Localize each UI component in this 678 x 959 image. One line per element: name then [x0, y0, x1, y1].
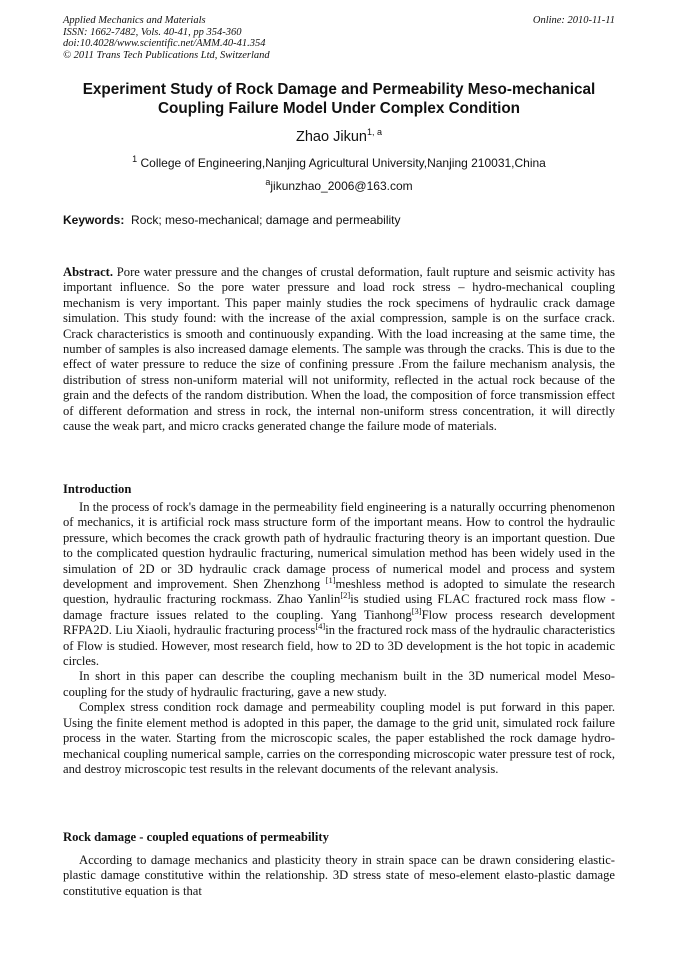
- intro-p1-a: In the process of rock's damage in the permeability field engineering is a naturally occurring phenomenon of mechanics, it is artificial rock mass structure form of the important means. How to control the hydraulic pressure, which becomes the crack growth path of hydraulic fracturing theory is an important question. Due to the complicated question hydraulic fracturing, numerical simulation method has been widely used in the simulation of 2D or 3D hydraulic crack damage process of numerical model and process and system development and improvement. Shen Zhenzhong: [63, 500, 615, 592]
- introduction-heading: Introduction: [63, 482, 132, 496]
- email-text: jikunzhao_2006@163.com: [270, 179, 413, 193]
- email-sup: a: [265, 177, 271, 187]
- title-line-2: Coupling Failure Model Under Complex Condition: [157, 100, 521, 117]
- intro-p1-d: Flow process research development RFPA2D. Liu Xiaoli, hydraulic fracturing process: [63, 607, 615, 638]
- journal-header: [63, 15, 615, 61]
- abstract-text: Pore water pressure and the changes of crustal deformation, fault rupture and seismic activity has important influence. So the pore water pressure and load rock stress – hydro-mechanical coupling mechanism is very important. This paper mainly studies the rock specimens of hydraulic crack damage simulation. This study found: with the increase of the axial compression, sample is on the surface crack. Crack characteristics is smooth and continuously expanding. With the load increasing at the same time, the number of samples is also increased damage elements. The sample was through the cracks. This is due to the effect of water pressure to reduce the size of confining pressure .From the failure mechanism analysis, the distribution of stress non-uniform material will not uniformity, reflected in the actual rock because of the grain and the defects of the random distribution. When the load, the composition of force transmission effect of different deformation and stress in rock, the internal non-uniform stress concentration, it will directly cause the weak part, and micro cracks generated change the failure mode of materials.: [63, 265, 615, 434]
- paper-title: [40, 80, 638, 118]
- online-date: Online: 2010-11-11: [532, 15, 615, 26]
- keywords-text: Rock; meso-mechanical; damage and permeability: [131, 213, 401, 227]
- intro-paragraph-1: [63, 500, 615, 669]
- intro-paragraph-2: In short in this paper can describe the coupling mechanism built in the 3D numerical model Meso-coupling for the study of hydraulic fracturing, gave a new study.: [63, 669, 615, 699]
- keywords: [63, 213, 615, 227]
- section-2-body: [63, 853, 615, 899]
- abstract-label: Abstract.: [63, 265, 114, 279]
- abstract: [63, 265, 615, 434]
- email: [0, 179, 678, 193]
- copyright-line: © 2011 Trans Tech Publications Ltd, Switzerland: [63, 49, 270, 61]
- keywords-label: Keywords:: [63, 213, 125, 227]
- intro-p1-e: in the fractured rock mass of the hydraulic characteristics of Flow is studied. However, most research field, how to 2D to 3D development is the hot topic in academic circles.: [63, 623, 615, 669]
- section-2-paragraph-1: According to damage mechanics and plasticity theory in strain space can be drawn considering elastic-plastic damage constitutive within the relationship. 3D stress state of meso-element elasto-plastic damage constitutive equation is that: [63, 853, 615, 898]
- issn-line: ISSN: 1662-7482, Vols. 40-41, pp 354-360: [63, 26, 242, 38]
- intro-p1-b: meshless method is adopted to simulate the research question, hydraulic fracturing rockmass. Zhao Yanlin: [63, 577, 615, 607]
- title-line-1: Experiment Study of Rock Damage and Permeability Meso-mechanical: [82, 81, 596, 98]
- journal-name: Applied Mechanics and Materials: [63, 15, 206, 26]
- doi-line: doi:10.4028/www.scientific.net/AMM.40-41.354: [63, 38, 266, 49]
- author: [0, 129, 678, 145]
- citation-1: [1]: [325, 574, 336, 585]
- citation-2: [2]: [340, 590, 351, 601]
- citation-3: [3]: [411, 605, 422, 616]
- section-2-heading: Rock damage - coupled equations of permeability: [63, 830, 329, 844]
- citation-4: [4]: [315, 621, 326, 632]
- intro-p1-c: is studied using FLAC fractured rock mass flow - damage fracture issues related to the coupling. Yang Tianhong: [63, 592, 615, 622]
- affiliation-sup: 1: [132, 154, 138, 164]
- author-sup: 1, a: [366, 127, 382, 138]
- affiliation-text: College of Engineering,Nanjing Agricultural University,Nanjing 210031,China: [140, 156, 546, 170]
- intro-paragraph-3: Complex stress condition rock damage and permeability coupling model is put forward in this paper. Using the finite element method is adopted in this paper, the damage to the grid unit, simulated rock failure process in the water. Starting from the microscopic scales, the paper established the rock damage hydro-mechanical coupling numerical sample, carries on the corresponding microscopic water pressure test of rock, and destroy microscopic test results in the relevant documents of the relevant analysis.: [63, 700, 615, 776]
- author-name: Zhao Jikun: [296, 129, 367, 145]
- introduction-body: [63, 500, 615, 777]
- affiliation: [0, 156, 678, 170]
